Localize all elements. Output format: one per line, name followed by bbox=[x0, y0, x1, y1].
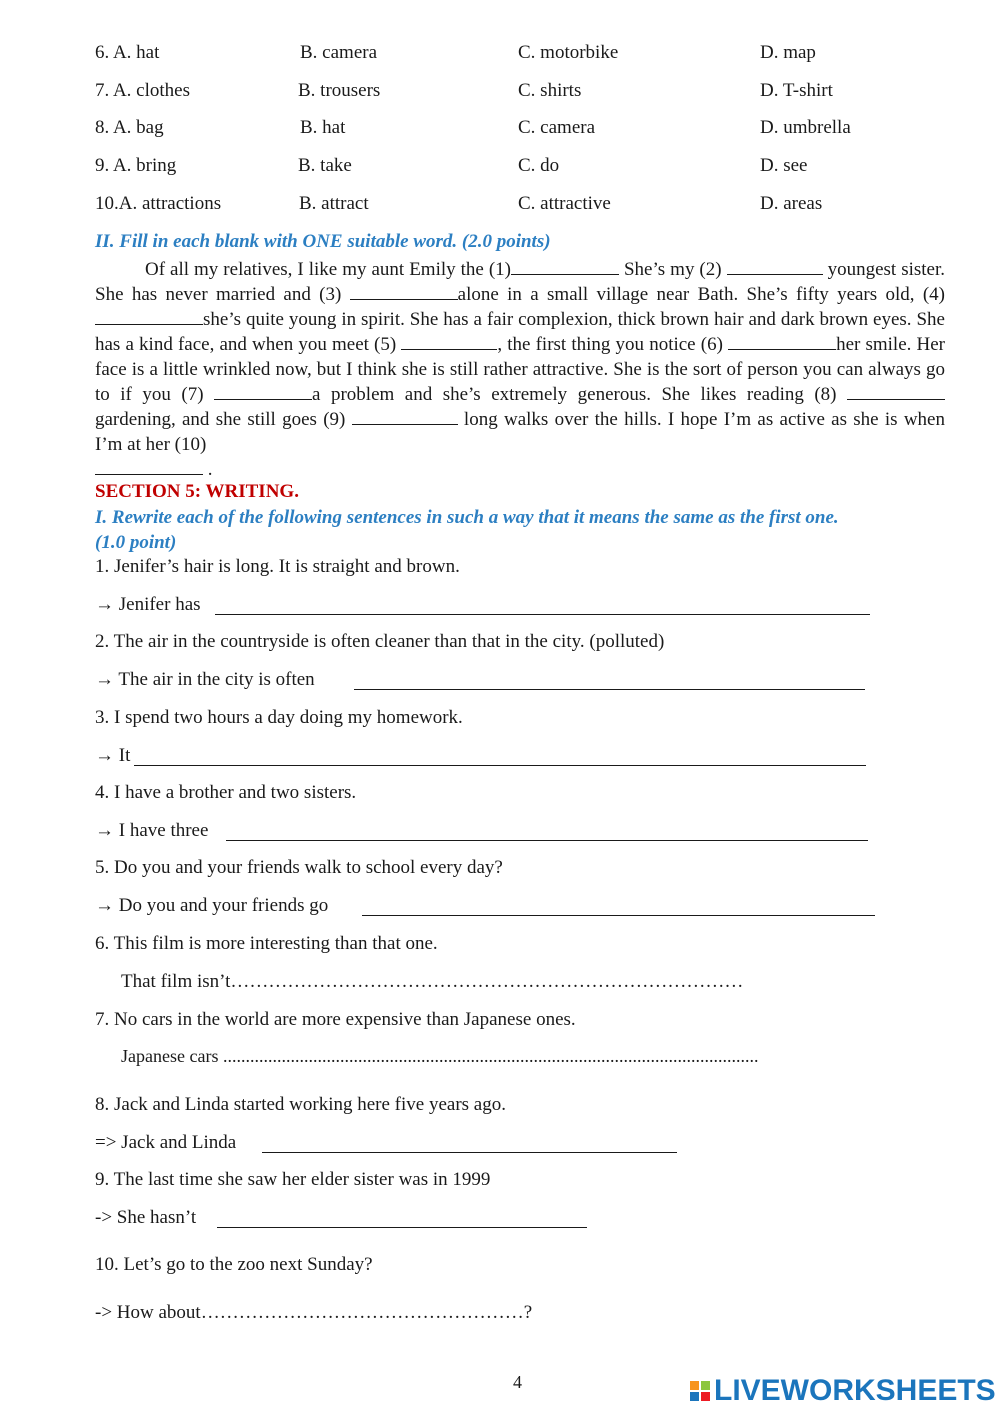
answer-prompt-6[interactable]: That film isn’t……………………………………………………………………… bbox=[121, 971, 744, 992]
passage-text: She’s my (2) bbox=[619, 259, 727, 280]
question-6: 6. This film is more interesting than that one. bbox=[95, 933, 438, 954]
passage-text: Of all my relatives, I like my aunt Emily the (1) bbox=[145, 259, 511, 280]
passage-text: she’s quite young in spirit. She has a fair complexion, thick brown hair and dark brown eyes. She has a kind face, and when you meet (5) bbox=[95, 309, 945, 355]
option-d: D. areas bbox=[760, 193, 823, 214]
blank-2[interactable] bbox=[727, 259, 823, 275]
answer-prompt-8: => Jack and Linda bbox=[95, 1132, 237, 1153]
answer-line-3[interactable] bbox=[134, 765, 866, 766]
page-number: 4 bbox=[513, 1372, 522, 1392]
answer-prompt-9: -> She hasn’t bbox=[95, 1207, 197, 1228]
passage-text: alone in a small village near Bath. She’s fifty years old, (4) bbox=[457, 284, 945, 305]
answer-prompt-4: → I have three bbox=[95, 820, 209, 841]
option-c: C. camera bbox=[518, 117, 596, 138]
option-b: B. hat bbox=[300, 117, 346, 138]
option-b: B. attract bbox=[299, 193, 369, 214]
question-3: 3. I spend two hours a day doing my homework. bbox=[95, 707, 463, 728]
option-d: D. umbrella bbox=[760, 117, 851, 138]
blank-1[interactable] bbox=[511, 259, 619, 275]
option-b: B. trousers bbox=[298, 80, 381, 101]
logo-grid-icon bbox=[690, 1381, 710, 1401]
answer-prompt-7[interactable]: Japanese cars ....................................................................................................................... bbox=[121, 1046, 759, 1066]
passage-text: a problem and she’s extremely generous. She likes reading (8) bbox=[312, 384, 847, 405]
passage-text: her smile. Her face is a little wrinkled now, but I think she is still rather attractive. She is the sort of person you can always go to if you (7) bbox=[95, 334, 945, 405]
option-a: 7. A. clothes bbox=[95, 80, 190, 101]
blank-4[interactable] bbox=[95, 309, 203, 325]
passage-text: long walks over the hills. I hope I’m as active as she is when I’m at her (10) bbox=[95, 409, 945, 455]
option-b: B. take bbox=[298, 155, 352, 176]
answer-line-5[interactable] bbox=[362, 915, 875, 916]
answer-line-1[interactable] bbox=[215, 614, 870, 615]
section-title: SECTION 5: WRITING. bbox=[95, 481, 299, 502]
option-d: D. map bbox=[760, 42, 816, 63]
option-a: 6. A. hat bbox=[95, 42, 160, 63]
passage-text: youngest sister. She has never married and (3) bbox=[95, 259, 945, 305]
option-d: D. T-shirt bbox=[760, 80, 833, 101]
blank-10[interactable] bbox=[95, 459, 203, 475]
option-c: C. do bbox=[518, 155, 560, 176]
answer-line-8[interactable] bbox=[262, 1152, 677, 1153]
answer-line-9[interactable] bbox=[217, 1227, 587, 1228]
option-d: D. see bbox=[760, 155, 808, 176]
question-2: 2. The air in the countryside is often cleaner than that in the city. (polluted) bbox=[95, 631, 665, 652]
passage bbox=[95, 257, 945, 482]
passage-text: . bbox=[203, 459, 213, 480]
question-1: 1. Jenifer’s hair is long. It is straight and brown. bbox=[95, 556, 460, 577]
blank-5[interactable] bbox=[401, 334, 497, 350]
blank-3[interactable] bbox=[350, 284, 458, 300]
writing-heading-points: (1.0 point) bbox=[95, 532, 177, 553]
passage-text: , the first thing you notice (6) bbox=[497, 334, 729, 355]
option-b: B. camera bbox=[300, 42, 378, 63]
answer-prompt-5: → Do you and your friends go bbox=[95, 895, 329, 916]
logo-text: LIVEWORKSHEETS bbox=[714, 1374, 996, 1407]
question-5: 5. Do you and your friends walk to school every day? bbox=[95, 857, 503, 878]
option-a: 8. A. bag bbox=[95, 117, 164, 138]
blank-9[interactable] bbox=[352, 409, 458, 425]
blank-6[interactable] bbox=[728, 334, 836, 350]
option-c: C. shirts bbox=[518, 80, 582, 101]
option-a: 9. A. bring bbox=[95, 155, 177, 176]
question-8: 8. Jack and Linda started working here five years ago. bbox=[95, 1094, 506, 1115]
question-10: 10. Let’s go to the zoo next Sunday? bbox=[95, 1254, 373, 1275]
answer-line-4[interactable] bbox=[226, 840, 868, 841]
passage-text: gardening, and she still goes (9) bbox=[95, 409, 352, 430]
liveworksheets-logo bbox=[690, 1376, 996, 1406]
answer-prompt-10[interactable]: -> How about……………………………………………? bbox=[95, 1302, 533, 1323]
blank-7[interactable] bbox=[214, 384, 312, 400]
answer-prompt-1: → Jenifer has bbox=[95, 594, 201, 615]
question-9: 9. The last time she saw her elder sister was in 1999 bbox=[95, 1169, 491, 1190]
question-4: 4. I have a brother and two sisters. bbox=[95, 782, 357, 803]
answer-prompt-2: → The air in the city is often bbox=[95, 669, 315, 690]
option-a: 10.A. attractions bbox=[95, 193, 222, 214]
option-c: C. attractive bbox=[518, 193, 611, 214]
option-c: C. motorbike bbox=[518, 42, 619, 63]
answer-line-2[interactable] bbox=[354, 689, 865, 690]
blank-8[interactable] bbox=[847, 384, 945, 400]
question-7: 7. No cars in the world are more expensive than Japanese ones. bbox=[95, 1009, 576, 1030]
answer-prompt-3: → It bbox=[95, 745, 131, 766]
writing-heading: I. Rewrite each of the following sentences in such a way that it means the same as the first one. bbox=[95, 507, 839, 528]
fill-heading: II. Fill in each blank with ONE suitable word. (2.0 points) bbox=[95, 231, 551, 252]
